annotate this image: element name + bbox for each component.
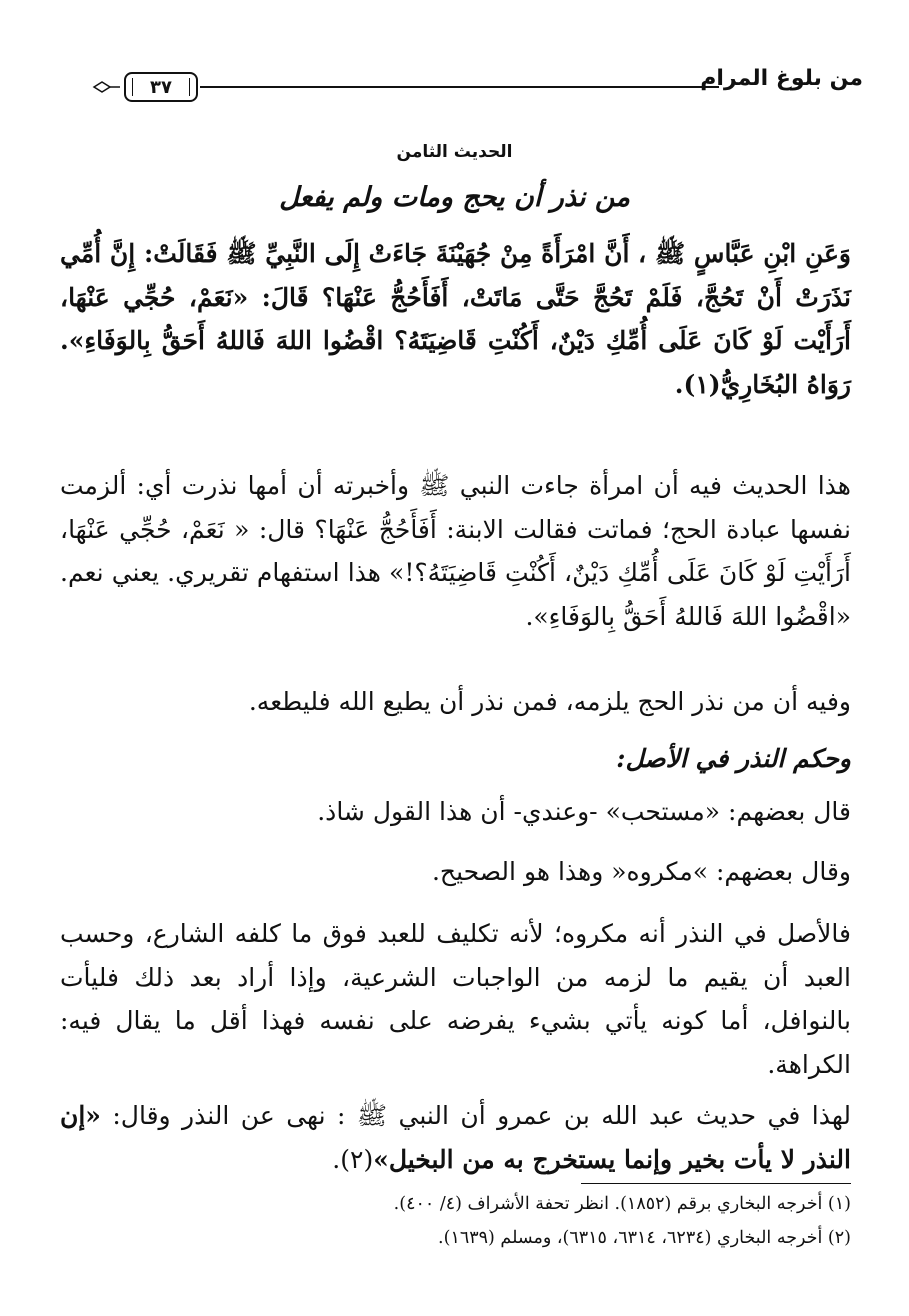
footnote-1: (١) أخرجه البخاري برقم (١٨٥٢). انظر تحفة الأشراف (٤/ ٤٠٠).	[393, 1194, 851, 1214]
footnote-ref: (٢).	[332, 1144, 374, 1174]
hadith-quote: «إن النذر لا يأت بخير وإنما يستخرج به من البخيل»	[60, 1101, 851, 1174]
header-ornament-icon	[92, 80, 120, 94]
page-number: ٣٧	[150, 76, 172, 98]
footnote-rule	[581, 1183, 851, 1184]
hadith-text: وَعَنِ ابْنِ عَبَّاسٍ ﷺ ، أَنَّ امْرَأَةً مِنْ جُهَيْنَةَ جَاءَتْ إِلَى النَّبِيِّ ﷺ فَقَالَتْ: إِنَّ أُمِّي نَذَرَتْ أَنْ تَحُجَّ، فَلَمْ تَحُجَّ حَتَّى مَاتَتْ، أَفَأَحُجُّ عَنْهَا؟ قَالَ: «نَعَمْ، حُجِّي عَنْهَا، أَرَأَيْت لَوْ كَانَ عَلَى أُمِّكِ دَيْنٌ، أَكُنْتِ قَاضِيَتَهُ؟ اقْضُوا اللهَ فَاللهُ أَحَقُّ بِالوَفَاءِ». رَوَاهُ البُخَارِيُّ(١).	[60, 239, 851, 399]
opinion-line-2: وقال بعضهم: »مكروه« وهذا هو الصحيح.	[431, 857, 851, 886]
section-subheading: وحكم النذر في الأصل:	[616, 744, 851, 773]
page-number-box	[124, 72, 198, 102]
footnote-2: (٢) أخرجه البخاري (٦٢٣٤، ٦٣١٤، ٦٣١٥)، ومسلم (١٦٣٩).	[438, 1228, 851, 1248]
chapter-title: من نذر أن يحج ومات ولم يفعل	[279, 182, 630, 213]
opinion-line-1: قال بعضهم: «مستحب» -وعندي- أن هذا القول شاذ.	[317, 797, 851, 826]
commentary-4-text: لهذا في حديث عبد الله بن عمرو أن النبي ﷺ : نهى عن النذر وقال:	[100, 1101, 851, 1130]
commentary-paragraph-2: وفيه أن من نذر الحج يلزمه، فمن نذر أن يطيع الله فليطعه.	[248, 687, 851, 716]
commentary-paragraph-3: فالأصل في النذر أنه مكروه؛ لأنه تكليف للعبد فوق ما كلفه الشارع، وحسب العبد أن يقيم ما لزمه من الواجبات الشرعية، وإذا أراد بعد ذلك فليأت بالنوافل، أما كونه يأتي بشيء يفرضه على نفسه فهذا أقل ما يقال فيه: الكراهة.	[60, 919, 851, 1079]
commentary-paragraph-4	[60, 1094, 851, 1181]
header-rule	[200, 86, 719, 88]
hadith-number-heading: الحديث الثامن	[396, 142, 513, 162]
commentary-paragraph-1: هذا الحديث فيه أن امرأة جاءت النبي ﷺ وأخبرته أن أمها نذرت أي: ألزمت نفسها عبادة الحج؛ فماتت فقالت الابنة: أَفَأَحُجُّ عَنْهَا؟ قال: « نَعَمْ، حُجِّي عَنْهَا، أَرَأَيْتِ لَوْ كَانَ عَلَى أُمِّكِ دَيْنٌ، أَكُنْتِ قَاضِيَتَهُ؟!» هذا استفهام تقريري. يعني نعم. «اقْضُوا اللهَ فَاللهُ أَحَقُّ بِالوَفَاءِ».	[60, 471, 851, 631]
running-header-title: من بلوغ المرام	[700, 66, 863, 91]
